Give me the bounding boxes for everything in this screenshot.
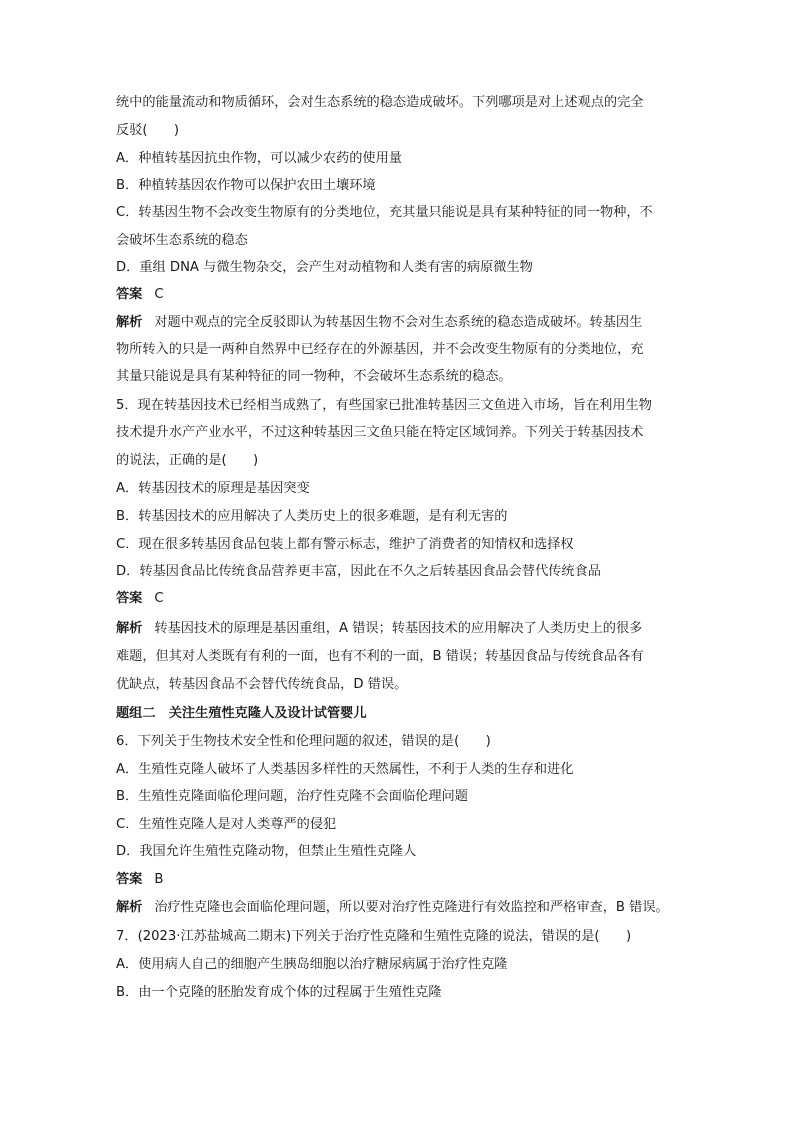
group2-heading: 题组二 关注生殖性克隆人及设计试管婴儿 bbox=[116, 706, 367, 721]
q5-option-d: D．转基因食品比传统食品营养更丰富，因此在不久之后转基因食品会替代传统食品 bbox=[116, 564, 601, 579]
q4-answer-value: C bbox=[154, 287, 164, 302]
q4-option-c-line-2: 会破坏生态系统的稳态 bbox=[116, 233, 248, 248]
q4-option-a: A．种植转基因抗虫作物，可以减少农药的使用量 bbox=[116, 151, 402, 166]
q5-option-b: B．转基因技术的应用解决了人类历史上的很多难题，是有利无害的 bbox=[116, 509, 508, 524]
q5-stem-line-3: 的说法，正确的是( ) bbox=[116, 453, 259, 468]
q4-option-d: D．重组 DNA 与微生物杂交，会产生对动植物和人类有害的病原微生物 bbox=[116, 260, 533, 275]
q5-analysis-line-2: 难题，但其对人类既有有利的一面，也有不利的一面，B 错误；转基因食品与传统食品各有 bbox=[116, 649, 644, 664]
q6-analysis-text-1: 治疗性克隆也会面临伦理问题，所以要对治疗性克隆进行有效监控和严格审查，B 错误。 bbox=[154, 900, 669, 915]
q5-option-a: A．转基因技术的原理是基因突变 bbox=[116, 481, 310, 496]
q4-answer bbox=[116, 286, 686, 304]
q4-analysis-line-1 bbox=[116, 314, 686, 332]
q5-answer-value: C bbox=[154, 591, 164, 606]
q5-analysis-line-3: 优缺点，转基因食品不会替代传统食品，D 错误。 bbox=[116, 677, 408, 692]
q6-answer bbox=[116, 871, 686, 889]
q6-stem: 6．下列关于生物技术安全性和伦理问题的叙述，错误的是( ) bbox=[116, 734, 491, 749]
q4-analysis-line-2: 物所转入的只是一两种自然界中已经存在的外源基因，并不会改变生物原有的分类地位，充 bbox=[116, 342, 644, 357]
q6-option-a: A．生殖性克隆人破坏了人类基因多样性的天然属性，不利于人类的生存和进化 bbox=[116, 762, 574, 777]
q6-option-d: D．我国允许生殖性克隆动物，但禁止生殖性克隆人 bbox=[116, 844, 417, 859]
q5-analysis-label: 解析 bbox=[116, 621, 143, 636]
q6-analysis-line-1 bbox=[116, 899, 686, 917]
q5-option-c: C．现在很多转基因食品包装上都有警示标志，维护了消费者的知情权和选择权 bbox=[116, 537, 574, 552]
q5-stem-line-2: 技术提升水产产业水平，不过这种转基因三文鱼只能在特定区域饲养。下列关于转基因技术 bbox=[116, 425, 644, 440]
q7-option-a: A．使用病人自己的细胞产生胰岛细胞以治疗糖尿病属于治疗性克隆 bbox=[116, 957, 508, 972]
q4-option-c-line-1: C．转基因生物不会改变生物原有的分类地位，充其量只能说是具有某种特征的同一物种，不 bbox=[116, 205, 653, 220]
q4-answer-label: 答案 bbox=[116, 287, 143, 302]
q4-analysis-label: 解析 bbox=[116, 315, 143, 330]
q7-option-b: B．由一个克隆的胚胎发育成个体的过程属于生殖性克隆 bbox=[116, 985, 442, 1000]
q6-analysis-label: 解析 bbox=[116, 900, 143, 915]
q5-stem-line-1: 5．现在转基因技术已经相当成熟了，有些国家已批准转基因三文鱼进入市场，旨在利用生物 bbox=[116, 398, 652, 413]
q6-option-b: B．生殖性克隆面临伦理问题，治疗性克隆不会面临伦理问题 bbox=[116, 789, 468, 804]
q6-answer-label: 答案 bbox=[116, 872, 143, 887]
q6-option-c: C．生殖性克隆人是对人类尊严的侵犯 bbox=[116, 817, 337, 832]
q7-stem: 7．(2023·江苏盐城高二期末)下列关于治疗性克隆和生殖性克隆的说法，错误的是( ) bbox=[116, 929, 632, 944]
q5-analysis-text-1: 转基因技术的原理是基因重组，A 错误；转基因技术的应用解决了人类历史上的很多 bbox=[154, 621, 643, 636]
q5-answer-label: 答案 bbox=[116, 591, 143, 606]
q5-analysis-line-1 bbox=[116, 620, 686, 638]
q4-option-b: B．种植转基因农作物可以保护农田土壤环境 bbox=[116, 178, 376, 193]
q6-answer-value: B bbox=[154, 872, 164, 887]
q4-stem-line-2: 反驳( ) bbox=[116, 123, 180, 138]
q4-stem-line-1: 统中的能量流动和物质循环，会对生态系统的稳态造成破坏。下列哪项是对上述观点的完全 bbox=[116, 95, 644, 110]
q4-analysis-text-1: 对题中观点的完全反驳即认为转基因生物不会对生态系统的稳态造成破坏。转基因生 bbox=[154, 315, 643, 330]
q5-answer bbox=[116, 590, 686, 608]
q4-analysis-line-3: 其量只能说是具有某种特征的同一物种，不会破坏生态系统的稳态。 bbox=[116, 369, 512, 384]
